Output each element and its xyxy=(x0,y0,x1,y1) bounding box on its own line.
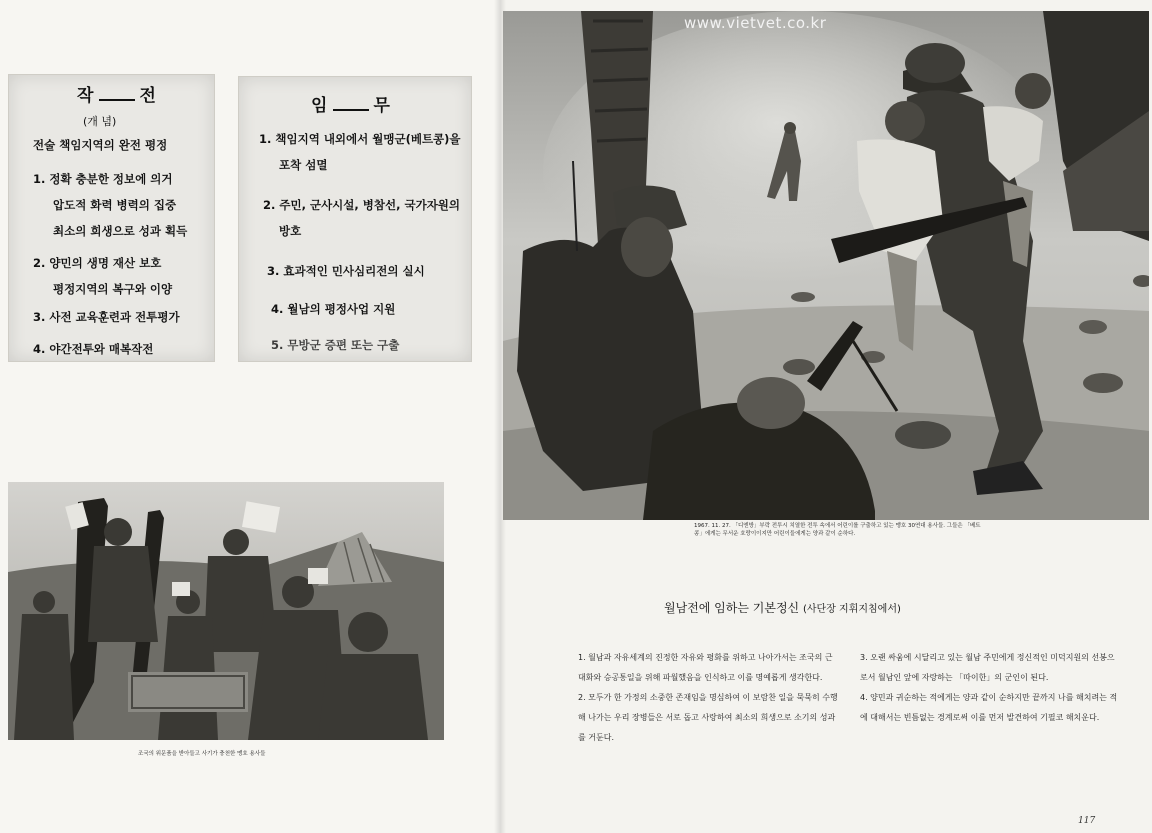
board-line: 전술 책임지역의 완전 평정 xyxy=(33,138,168,152)
principles-column-left xyxy=(578,648,838,748)
board-line: 포착 섬멸 xyxy=(279,158,328,172)
board-title-char: 임 xyxy=(311,96,330,116)
board-title-char: 작 xyxy=(77,86,96,106)
soldiers-celebrating-photo xyxy=(8,482,444,740)
board-subtitle: (개 념) xyxy=(83,115,117,128)
page-number: 117 xyxy=(1078,816,1096,826)
main-photo-caption: 1967. 11. 27. 「디엔방」부락 전투시 치열한 전투 속에서 어린이를 구출하고 있는 맹호 30연대 용사들. 그들은 「베트콩」에게는 무서운 호랑이이지만 어린이들에게는 양과 같이 순하다. xyxy=(694,523,981,537)
board-line: 4. 야간전투와 매복작전 xyxy=(33,342,154,356)
principle-item: 3. 오랜 싸움에 시달리고 있는 월남 주민에게 정신적인 미덕지원의 선봉으로서 월남인 앞에 자랑하는 「따이한」의 군인이 된다. xyxy=(860,653,1115,682)
board-line: 5. 무방군 증편 또는 구출 xyxy=(271,338,400,352)
principle-item: 4. 양민과 귀순하는 적에게는 양과 같이 순하지만 끝까지 나를 해치려는 적에 대해서는 빈틈없는 경계로써 이를 먼저 발견하여 기필코 해치운다. xyxy=(860,693,1118,722)
principles-title: 월남전에 임하는 기본정신 xyxy=(664,601,800,615)
board-line: 압도적 화력 병력의 집중 xyxy=(53,198,177,212)
crowd-photo-caption: 조국의 위문품을 받아들고 사기가 충천한 맹호 용사들 xyxy=(138,751,266,757)
board-line: 4. 월남의 평정사업 지원 xyxy=(271,302,396,316)
board-line: 3. 효과적인 민사심리전의 실시 xyxy=(267,264,425,278)
site-watermark: www.vietvet.co.kr xyxy=(684,14,827,32)
board-line: 방호 xyxy=(279,224,302,238)
board-title-char: 무 xyxy=(373,96,392,116)
operation-concept-board-photo xyxy=(8,74,215,362)
mission-board-photo xyxy=(238,76,472,362)
board-line: 평정지역의 복구와 이양 xyxy=(53,282,173,296)
board-line: 1. 정확 충분한 정보에 의거 xyxy=(33,172,173,186)
board-title-char: 전 xyxy=(139,86,158,106)
principle-item: 2. 모두가 한 가정의 소중한 존재임을 명심하여 이 보람찬 일을 묵묵히 수행해 나가는 우리 장병들은 서로 돕고 사랑하여 최소의 희생으로 소기의 성과를 거둔다. xyxy=(578,693,838,742)
principles-column-right xyxy=(860,648,1118,728)
board-line: 최소의 희생으로 성과 획득 xyxy=(53,224,188,238)
board-title-mission xyxy=(311,91,392,116)
principle-item: 1. 월남과 자유세계의 진정한 자유와 평화를 위하고 나아가서는 조국의 근대화와 승공통일을 위해 파월했음을 인식하고 이를 명예롭게 생각한다. xyxy=(578,653,833,682)
board-line: 2. 주민, 군사시설, 병참선, 국가자원의 xyxy=(263,198,461,212)
board-title-operation xyxy=(77,81,158,106)
board-line: 2. 양민의 생명 재산 보호 xyxy=(33,256,162,270)
board-line: 3. 사전 교육훈련과 전투평가 xyxy=(33,310,180,324)
battle-rescue-photo xyxy=(503,11,1149,520)
board-line: 1. 책임지역 내외에서 월맹군(베트콩)을 xyxy=(259,132,461,146)
principles-subtitle: (사단장 지휘지침에서) xyxy=(802,604,901,615)
principles-heading xyxy=(664,599,901,616)
